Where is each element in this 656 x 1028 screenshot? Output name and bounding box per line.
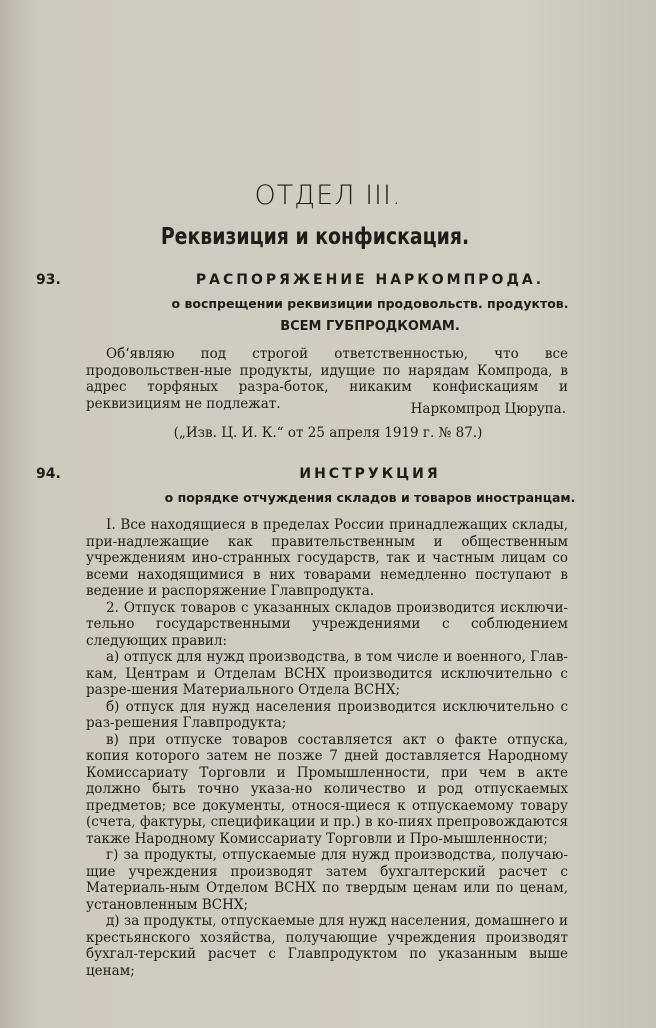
doc-94-title: ИНСТРУКЦИЯ [299,466,441,482]
doc-94-paragraph: I. Все находящиеся в пределах России принадлежащих склады, при-надлежащие как правительственным и общественным учреждениям ино-странных государств, так и частным лицам со всеми находящимися в них товарами немедленно поступают в ведение и распоряжение Главпродукта. [86,517,568,599]
doc-94-subtitle: о порядке отчуждения складов и товаров иностранцам. [164,490,576,505]
doc-94-number: 94. [36,466,61,482]
doc-94-paragraph: г) за продукты, отпускаемые для нужд производства, получаю-щие учреждения производят затем бухгалтерский расчет с Материаль-ным Отделом ВСНХ по твердым ценам или по ценам, установленным ВСНХ; [86,847,568,913]
doc-93-title: РАСПОРЯЖЕНИЕ НАРКОМПРОДА. [195,272,545,288]
section-subtitle: Реквизиция и конфискация. [160,224,470,250]
doc-94-paragraph: б) отпуск для нужд населения производится исключительно с раз-решения Главпродукта; [86,698,568,731]
doc-93-paragraph: Об‘являю под строгой ответственностью, что все продовольствен-ные продукты, идущие по нарядам Компрода, в адрес торфяных разра-боток, никаким конфискациям и реквизициям не подлежат. [86,346,568,412]
doc-94-paragraph: в) при отпуске товаров составляется акт о факте отпуска, копия которого затем не позже 7 дней доставляется Народному Комиссариату Торговли и Промышленности, при чем в акте должно быть точно указа-но количество и род отпускаемых предметов; все документы, относя-щиеся к отпускаемому товару (счета, фактуры, спецификации и пр.) в ко-пиях препровождаются также Народному Комиссариату Торговли и Про-мышленности; [86,731,568,847]
doc-93-addressee: ВСЕМ ГУБПРОДКОМАМ. [280,319,460,334]
doc-93-number: 93. [36,272,61,288]
doc-94-paragraph: 2. Отпуск товаров с указанных складов производится исключи-тельно государственными учреждениями с соблюдением следующих правил: [86,599,568,649]
doc-94-paragraph: д) за продукты, отпускаемые для нужд населения, домашнего и крестьянского хозяйства, получающие учреждения производят бухгал-терский расчет с Главпродуктом по указанным выше ценам; [86,913,568,979]
doc-94-text [86,517,568,979]
doc-93-source: („Изв. Ц. И. К.“ от 25 апреля 1919 г. № 87.) [173,425,483,441]
doc-93-signature: Наркомпрод Цюрупа. [410,401,566,417]
section-title: ОТДЕЛ III. [254,180,402,211]
doc-93-subtitle: о воспрещении реквизиции продовольств. продуктов. [171,296,569,311]
doc-94-paragraph: а) отпуск для нужд производства, в том числе и военного, Глав-кам, Центрам и Отделам ВСНХ производится исключительно с разре-шения Материального Отдела ВСНХ; [86,649,568,698]
